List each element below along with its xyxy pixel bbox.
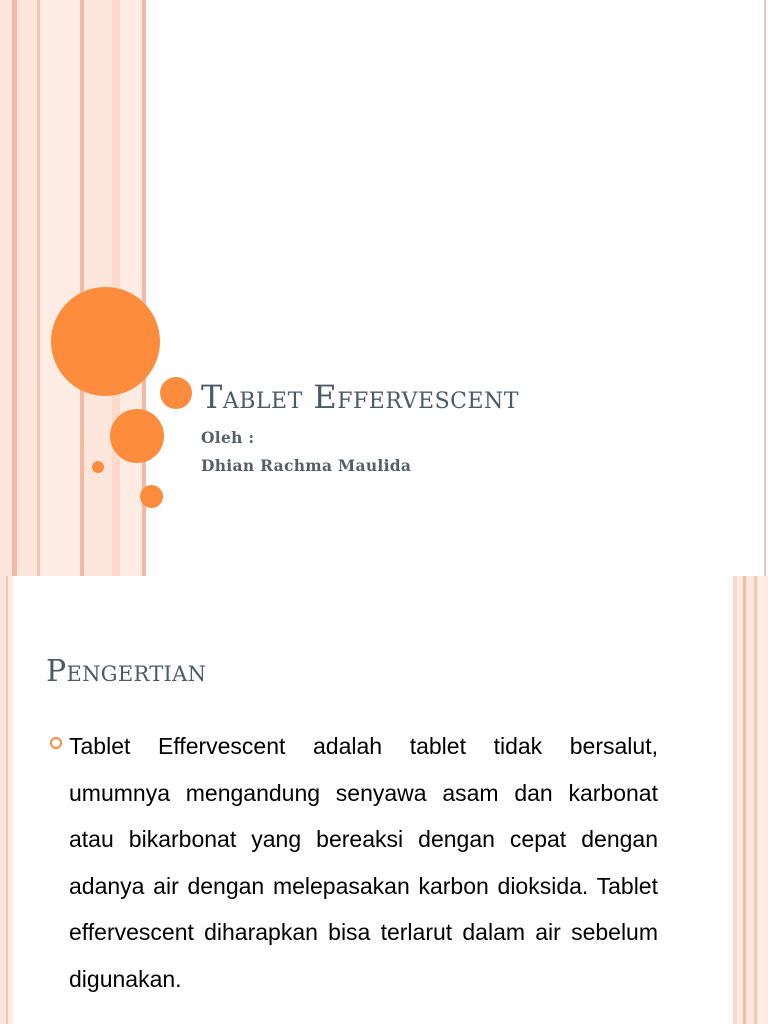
stripe [0, 0, 12, 576]
large-circle-decoration [51, 287, 160, 396]
bullet-text: Tablet Effervescent adalah tablet tidak bersalut, umumnya mengandung senyawa asam dan karbonat atau bikarbonat yang bereaksi dengan cepat dengan adanya air dengan melepasakan karbon dioksida. Tablet effervescent diharapkan bisa terlarut dalam air sebelum digunakan. [69, 733, 658, 992]
small-circle-decoration [160, 377, 192, 409]
slide-title: Tablet Effervescent [201, 378, 519, 416]
slide-heading: Pengertian [46, 654, 207, 689]
author-name: Dhian Rachma Maulida [201, 456, 412, 475]
stripe [8, 576, 13, 1024]
small-circle-decoration [140, 485, 163, 508]
right-edge-line [764, 0, 766, 576]
stripe [40, 0, 80, 576]
decorative-stripes [0, 0, 150, 576]
stripe [757, 576, 768, 1024]
stripe [120, 0, 142, 576]
bullet-icon [50, 737, 62, 749]
content-slide [0, 576, 768, 1024]
byline-label: Oleh : [201, 428, 255, 447]
tiny-circle-decoration [92, 461, 104, 473]
stripe [17, 0, 37, 576]
medium-circle-decoration [110, 409, 164, 463]
stripe [746, 576, 754, 1024]
